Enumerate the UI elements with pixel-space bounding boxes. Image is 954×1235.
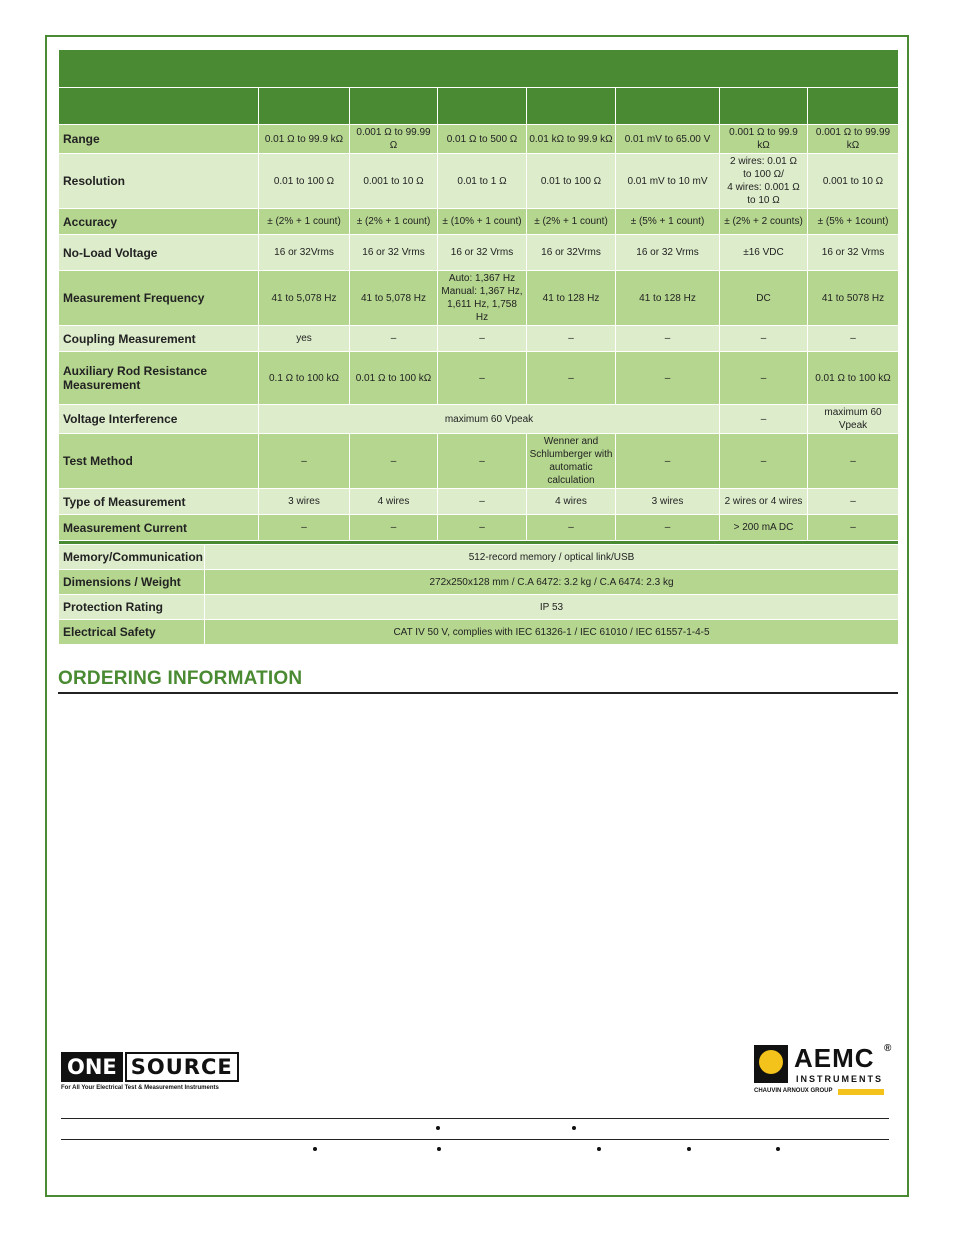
table-cell: – (259, 515, 350, 541)
row-label: Electrical Safety (59, 620, 205, 645)
table-cell: – (527, 352, 616, 405)
table-cell: 0.01 Ω to 100 kΩ (808, 352, 899, 405)
table-cell: – (350, 434, 438, 489)
table-cell: 41 to 128 Hz (527, 271, 616, 326)
table-cell: 0.01 to 100 Ω (259, 154, 350, 209)
table-row (59, 545, 899, 570)
table-cell: – (438, 434, 527, 489)
onesource-tagline: For All Your Electrical Test & Measurement Instruments (61, 1085, 219, 1091)
row-label: Voltage Interference (59, 405, 259, 434)
table-cell: 16 or 32Vrms (527, 235, 616, 271)
table-cell: 16 or 32 Vrms (808, 235, 899, 271)
table-cell: 3 wires (616, 489, 720, 515)
table-cell: 4 wires (527, 489, 616, 515)
footer-bullet (437, 1147, 441, 1151)
table-row (59, 352, 899, 405)
row-label: Dimensions / Weight (59, 570, 205, 595)
table-header-band (59, 50, 899, 88)
table-cell: – (616, 326, 720, 352)
table-cell: 0.01 to 1 Ω (438, 154, 527, 209)
table-cell: IP 53 (205, 595, 899, 620)
table-cell: 0.01 Ω to 500 Ω (438, 125, 527, 154)
table-cell: Auto: 1,367 Hz Manual: 1,367 Hz, 1,611 Hz, 1,758 Hz (438, 271, 527, 326)
column-header (808, 88, 899, 125)
footer-bullet (572, 1126, 576, 1130)
row-label: Memory/Communication (59, 545, 205, 570)
table-cell: 0.001 to 10 Ω (808, 154, 899, 209)
table-cell: ± (2% + 2 counts) (720, 209, 808, 235)
heading-rule (58, 692, 898, 694)
table-cell-merged: maximum 60 Vpeak (259, 405, 720, 434)
table-cell: – (720, 434, 808, 489)
row-label: Range (59, 125, 259, 154)
table-cell: – (350, 326, 438, 352)
table-cell: ± (2% + 1 count) (350, 209, 438, 235)
table-cell: 16 or 32 Vrms (438, 235, 527, 271)
table-cell: 4 wires (350, 489, 438, 515)
aemc-group: CHAUVIN ARNOUX GROUP (754, 1088, 833, 1094)
aemc-logo (754, 1043, 894, 1098)
table-cell: – (720, 352, 808, 405)
table-cell: 0.1 Ω to 100 kΩ (259, 352, 350, 405)
table-row (59, 489, 899, 515)
row-label: Protection Rating (59, 595, 205, 620)
table-cell: – (720, 405, 808, 434)
table-cell: 41 to 5078 Hz (808, 271, 899, 326)
table-cell: 16 or 32 Vrms (616, 235, 720, 271)
table-cell: 41 to 128 Hz (616, 271, 720, 326)
table-cell: 0.001 Ω to 99.99 Ω (350, 125, 438, 154)
table-cell: 512-record memory / optical link/USB (205, 545, 899, 570)
table-cell: – (350, 515, 438, 541)
table-cell: ± (2% + 1 count) (527, 209, 616, 235)
footer-bullet (687, 1147, 691, 1151)
table-row (59, 271, 899, 326)
table-row (59, 125, 899, 154)
table-cell: – (527, 515, 616, 541)
table-cell: – (438, 326, 527, 352)
table-cell: 0.01 kΩ to 99.9 kΩ (527, 125, 616, 154)
table-row (59, 154, 899, 209)
row-label: Measurement Current (59, 515, 259, 541)
table-row (59, 515, 899, 541)
table-cell: 0.01 mV to 10 mV (616, 154, 720, 209)
table-cell: 2 wires or 4 wires (720, 489, 808, 515)
table-cell: yes (259, 326, 350, 352)
table-cell: 0.001 Ω to 99.99 kΩ (808, 125, 899, 154)
table-row (59, 570, 899, 595)
table-cell: 0.001 to 10 Ω (350, 154, 438, 209)
row-label: Auxiliary Rod Resistance Measurement (59, 352, 259, 405)
aemc-instruments: INSTRUMENTS (796, 1074, 883, 1084)
footer-bullet (436, 1126, 440, 1130)
table-cell: – (808, 326, 899, 352)
column-header (59, 88, 259, 125)
table-cell: – (259, 434, 350, 489)
column-header (527, 88, 616, 125)
column-header (438, 88, 527, 125)
table-row (59, 620, 899, 645)
header-band-cell (59, 50, 899, 88)
table-row (59, 209, 899, 235)
table-cell: 2 wires: 0.01 Ω to 100 Ω/ 4 wires: 0.001 Ω to 10 Ω (720, 154, 808, 209)
table-cell: – (616, 515, 720, 541)
row-label: Test Method (59, 434, 259, 489)
general-specifications-table (58, 544, 899, 645)
footer-bullet (776, 1147, 780, 1151)
ordering-information-heading: ORDERING INFORMATION (58, 668, 303, 689)
footer-rule (61, 1118, 889, 1119)
table-cell: 0.01 to 100 Ω (527, 154, 616, 209)
table-cell: – (720, 326, 808, 352)
table-cell: 0.01 mV to 65.00 V (616, 125, 720, 154)
table-cell: – (527, 326, 616, 352)
footer-bullet (597, 1147, 601, 1151)
table-cell: – (438, 489, 527, 515)
table-cell: ±16 VDC (720, 235, 808, 271)
table-row (59, 434, 899, 489)
onesource-logo-one: ONE (61, 1052, 123, 1082)
table-cell: – (808, 434, 899, 489)
table-cell: 16 or 32Vrms (259, 235, 350, 271)
column-header (350, 88, 438, 125)
table-cell: 0.01 Ω to 100 kΩ (350, 352, 438, 405)
row-label: Coupling Measurement (59, 326, 259, 352)
table-column-header-row (59, 88, 899, 125)
specifications-table (58, 49, 899, 577)
table-cell: ± (5% + 1count) (808, 209, 899, 235)
table-cell: 0.001 Ω to 99.9 kΩ (720, 125, 808, 154)
table-cell: – (808, 489, 899, 515)
table-row (59, 235, 899, 271)
table-cell: ± (2% + 1 count) (259, 209, 350, 235)
table-cell: – (438, 515, 527, 541)
column-header (259, 88, 350, 125)
footer-bullet (313, 1147, 317, 1151)
onesource-logo (61, 1052, 239, 1091)
row-label: Resolution (59, 154, 259, 209)
table-cell: Wenner and Schlumberger with automatic calculation (527, 434, 616, 489)
table-cell: DC (720, 271, 808, 326)
table-row (59, 326, 899, 352)
column-header (616, 88, 720, 125)
table-cell: ± (5% + 1 count) (616, 209, 720, 235)
table-cell: – (438, 352, 527, 405)
table-cell: – (616, 352, 720, 405)
row-label: Type of Measurement (59, 489, 259, 515)
table-cell: 41 to 5,078 Hz (259, 271, 350, 326)
table-cell: 16 or 32 Vrms (350, 235, 438, 271)
footer-rule (61, 1139, 889, 1140)
table-cell: 0.01 Ω to 99.9 kΩ (259, 125, 350, 154)
table-cell: CAT IV 50 V, complies with IEC 61326-1 / IEC 61010 / IEC 61557-1-4-5 (205, 620, 899, 645)
table-cell: ± (10% + 1 count) (438, 209, 527, 235)
table-cell: > 200 mA DC (720, 515, 808, 541)
table-cell: 41 to 5,078 Hz (350, 271, 438, 326)
aemc-yellow-bar (838, 1089, 884, 1095)
table-row (59, 595, 899, 620)
aemc-emblem-icon (754, 1045, 788, 1083)
table-cell: – (616, 434, 720, 489)
aemc-registered-mark: ® (884, 1043, 892, 1054)
table-cell: – (808, 515, 899, 541)
table-cell: 3 wires (259, 489, 350, 515)
row-label: No-Load Voltage (59, 235, 259, 271)
column-header (720, 88, 808, 125)
table-cell: maximum 60 Vpeak (808, 405, 899, 434)
row-label: Measurement Frequency (59, 271, 259, 326)
row-label: Accuracy (59, 209, 259, 235)
aemc-name: AEMC (794, 1043, 875, 1073)
onesource-logo-source: SOURCE (125, 1052, 239, 1082)
table-cell: 272x250x128 mm / C.A 6472: 3.2 kg / C.A 6474: 2.3 kg (205, 570, 899, 595)
table-row (59, 405, 899, 434)
